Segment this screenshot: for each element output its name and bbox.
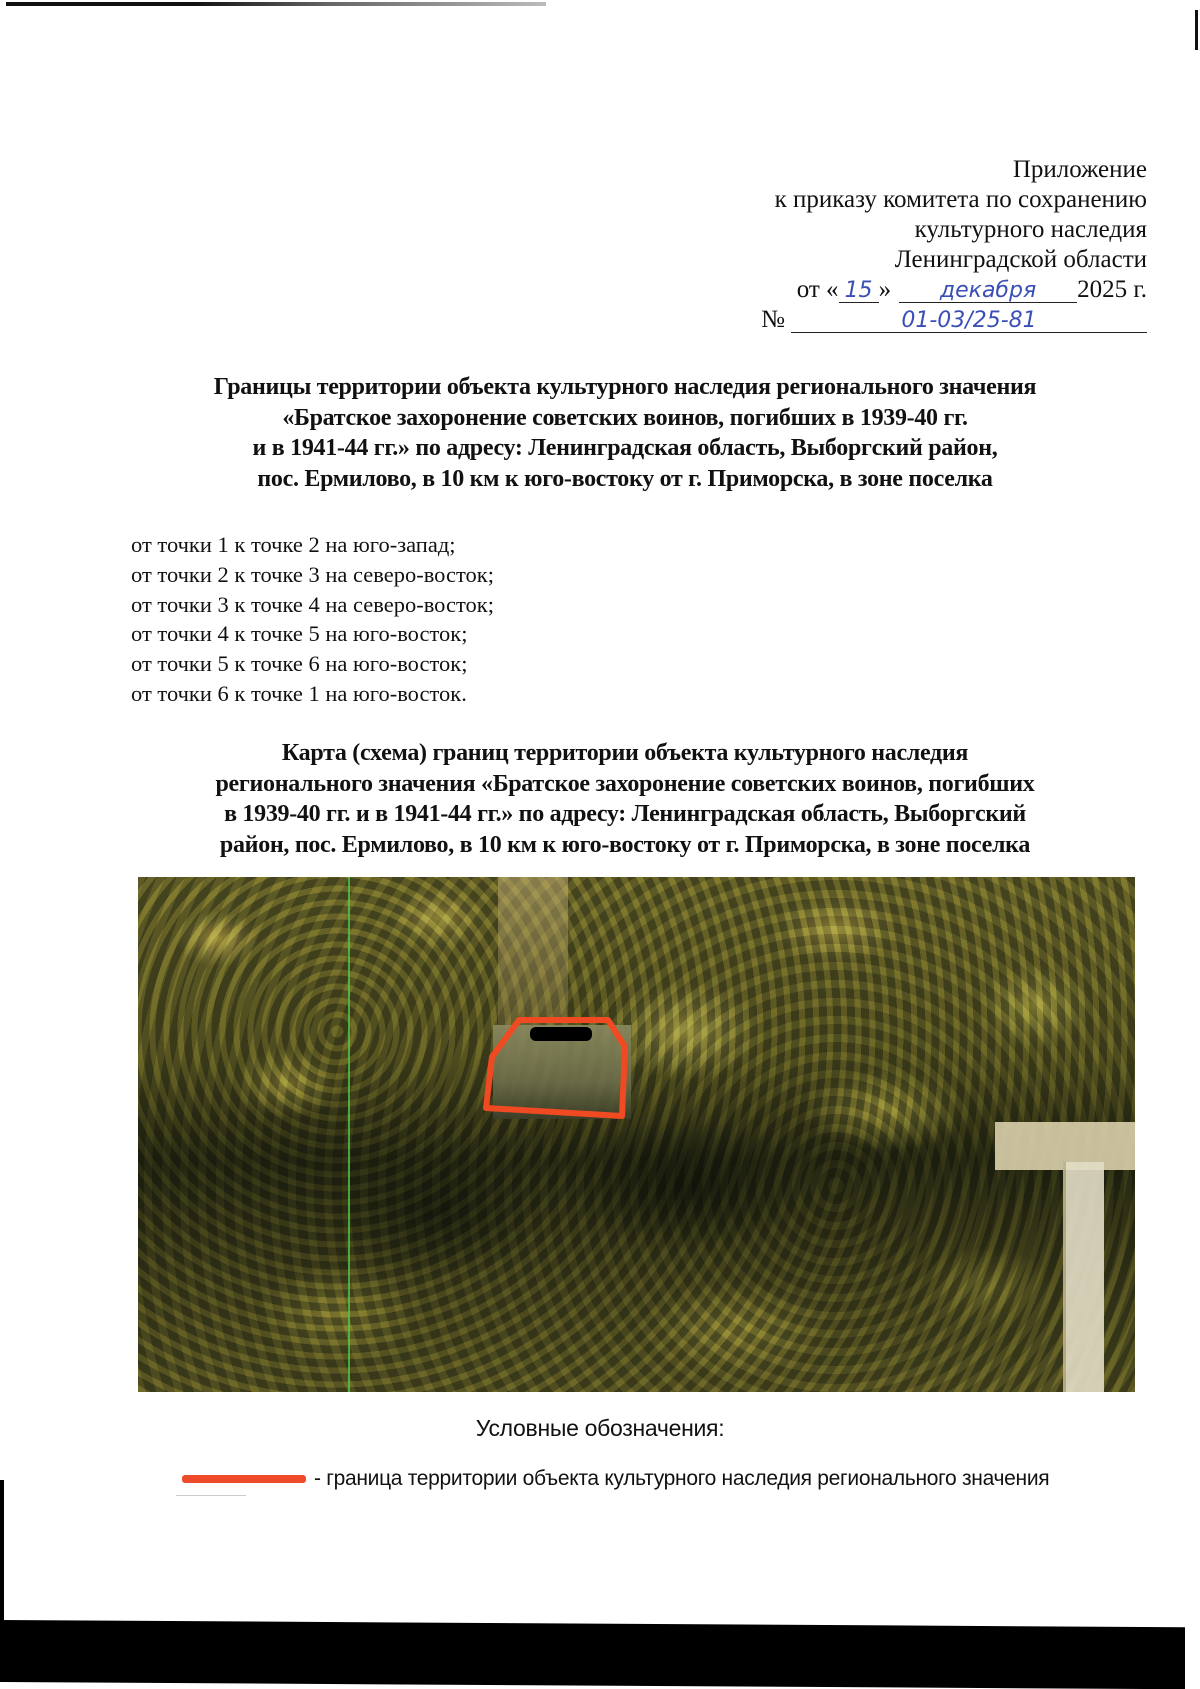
approval-region-line: Ленинградской области <box>894 246 1147 273</box>
boundary-item: от точки 5 к точке 6 на юго-восток; <box>131 651 468 677</box>
document-title <box>100 372 1150 494</box>
approval-order-line: к приказу комитета по сохранению <box>774 186 1147 213</box>
map-title-line: Карта (схема) границ территории объекта культурного наследия <box>281 740 969 766</box>
boundary-description-list <box>131 530 494 709</box>
date-day-handwritten: 15 <box>844 278 873 303</box>
map-title <box>100 738 1150 860</box>
title-line: Границы территории объекта культурного наследия регионального значения <box>213 374 1037 400</box>
date-year: 2025 г. <box>1077 276 1147 303</box>
territory-boundary-polygon <box>138 877 1135 1392</box>
title-line: пос. Ермилово, в 10 км к юго-востоку от г. Приморска, в зоне поселка <box>257 465 993 492</box>
boundary-item: от точки 2 к точке 3 на северо-восток; <box>131 561 494 587</box>
boundary-item: от точки 4 к точке 5 на юго-восток; <box>131 621 468 647</box>
approval-block <box>667 155 1147 335</box>
legend-item <box>182 1464 1049 1494</box>
title-line: и в 1941-44 гг.» по адресу: Ленинградская область, Выборгский район, <box>252 435 998 461</box>
scan-edge <box>0 1480 4 1625</box>
scan-artifact <box>176 1495 246 1496</box>
scan-artifact-right <box>1195 10 1198 50</box>
boundary-item: от точки 3 к точке 4 на северо-восток; <box>131 591 494 617</box>
date-month-field <box>899 279 1077 303</box>
scan-artifact-top <box>6 2 546 6</box>
number-handwritten: 01-03/25-81 <box>901 308 1037 333</box>
approval-heading: Приложение <box>1012 156 1147 183</box>
redaction-mark <box>530 1027 592 1041</box>
boundary-item: от точки 1 к точке 2 на юго-запад; <box>131 532 456 557</box>
map-title-line: в 1939-40 гг. и в 1941-44 гг.» по адресу: Ленинградская область, Выборгский <box>224 801 1026 827</box>
number-label: № <box>761 306 785 333</box>
map-title-line: регионального значения «Братское захоронение советских воинов, погибших <box>215 770 1035 797</box>
map-title-line: район, пос. Ермилово, в 10 км к юго-востоку от г. Приморска, в зоне поселка <box>219 831 1031 858</box>
aerial-map <box>138 877 1135 1392</box>
scan-black-band <box>0 1620 1185 1689</box>
legend-item-label: - граница территории объекта культурного наследия регионального значения <box>314 1467 1050 1490</box>
date-prefix: от « <box>796 276 839 303</box>
title-line: «Братское захоронение советских воинов, погибших в 1939-40 гг. <box>282 404 968 431</box>
approval-committee-line: культурного наследия <box>914 216 1147 243</box>
approval-date-line <box>667 275 1147 305</box>
number-field <box>791 309 1147 333</box>
date-month-handwritten: декабря <box>939 278 1037 303</box>
legend-title: Условные обозначения: <box>475 1415 725 1441</box>
boundary-item: от точки 6 к точке 1 на юго-восток. <box>131 680 467 706</box>
approval-number-line <box>667 305 1147 335</box>
date-mid: » <box>878 276 892 303</box>
boundary-line-swatch-icon <box>182 1475 306 1483</box>
date-day-field <box>839 279 879 303</box>
